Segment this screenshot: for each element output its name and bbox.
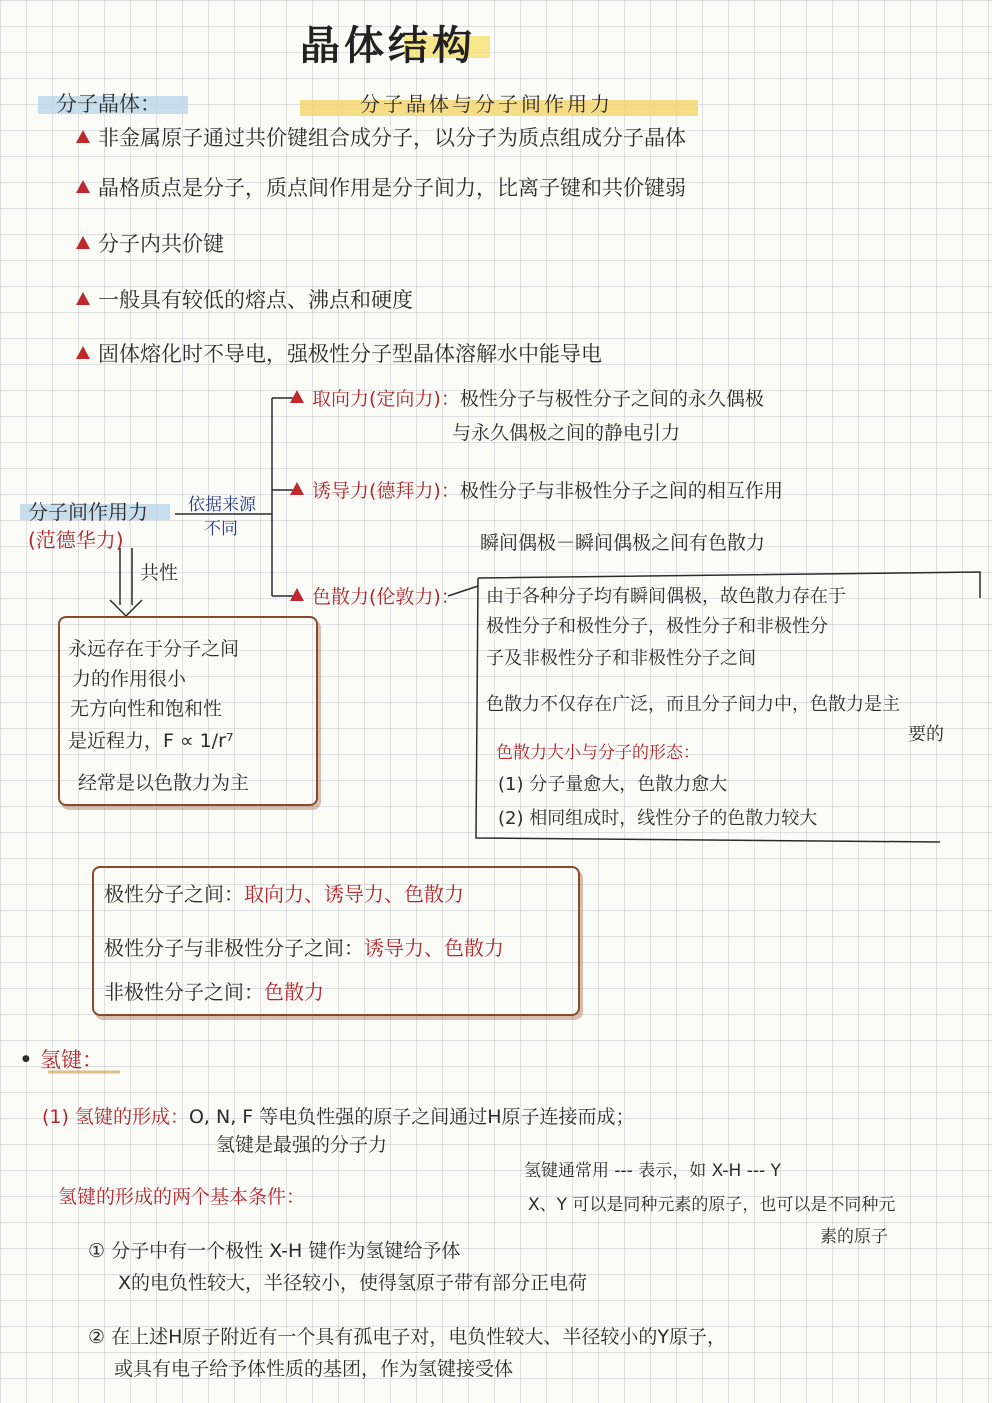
bullet-item: 非金属原子通过共价键组合成分子，以分子为质点组成分子晶体 [76, 122, 686, 152]
summary-row: 极性分子之间：取向力、诱导力、色散力 [104, 882, 464, 906]
dispersion-shape-item: (1) 分子量愈大，色散力愈大 [498, 774, 728, 795]
common-property: 经常是以色散力为主 [78, 772, 250, 794]
dispersion-text: 要的 [908, 724, 944, 745]
common-property: 永远存在于分子之间 [68, 638, 240, 660]
common-property: 无方向性和饱和性 [70, 698, 223, 720]
summary-row: 极性分子与非极性分子之间：诱导力、色散力 [104, 936, 504, 960]
section-subtitle: 分子晶体与分子间作用力 [360, 92, 613, 116]
hydrogen-bond-formation: (1) 氢键的形成：O, N, F 等电负性强的原子之间通过H原子连接而成； [42, 1106, 635, 1128]
condition-item-detail: 或具有电子给予体性质的基团，作为氢键接受体 [114, 1358, 514, 1380]
hydrogen-bond-conditions-label: 氢键的形成的两个基本条件： [58, 1186, 306, 1208]
triangle-bullet-icon [290, 390, 304, 403]
dispersion-text: 色散力不仅存在广泛，而且分子间力中，色散力是主 [486, 694, 900, 715]
triangle-bullet-icon [290, 482, 304, 495]
condition-item: ② 在上述H原子附近有一个具有孤电子对，电负性较大、半径较小的Y原子， [88, 1326, 726, 1348]
basis-label: 依据来源 [188, 495, 256, 515]
dot-bullet-icon: ● [22, 1054, 30, 1064]
bullet-item: 固体熔化时不导电，强极性分子型晶体溶解水中能导电 [76, 338, 602, 368]
dispersion-text: 子及非极性分子和非极性分子之间 [486, 648, 756, 669]
orientation-force-line2: 与永久偶极之间的静电引力 [452, 422, 681, 444]
page-title: 晶体结构 [300, 23, 476, 69]
bullet-item: 分子内共价键 [76, 228, 224, 258]
common-property: 是近程力，F ∝ 1/r⁷ [68, 730, 234, 752]
triangle-bullet-icon [290, 588, 304, 601]
hydrogen-bond-label: 氢键： [40, 1048, 103, 1072]
summary-row: 非极性分子之间：色散力 [104, 980, 324, 1004]
hydrogen-bond-formation-line2: 氢键是最强的分子力 [216, 1134, 388, 1156]
common-property: 力的作用很小 [72, 668, 187, 690]
induction-force-line2: 瞬间偶极－瞬间偶极之间有色散力 [480, 532, 766, 554]
common-label: 共性 [140, 562, 179, 584]
bullet-item: 一般具有较低的熔点、沸点和硬度 [76, 284, 413, 314]
dispersion-text: 极性分子和极性分子，极性分子和非极性分 [486, 616, 828, 637]
orientation-force: 取向力(定向力)：极性分子与极性分子之间的永久偶极 [290, 384, 764, 411]
condition-item: ① 分子中有一个极性 X-H 键作为氢键给予体 [88, 1240, 461, 1262]
hydrogen-bond-notation: 素的原子 [820, 1227, 888, 1247]
basis-label-sub: 不同 [204, 519, 238, 539]
hydrogen-bond-notation: 氢键通常用 --- 表示，如 X-H --- Y [524, 1161, 781, 1181]
vdw-label: (范德华力) [28, 528, 124, 552]
dispersion-shape-title: 色散力大小与分子的形态： [496, 743, 700, 763]
dispersion-force: 色散力(伦敦力)： [290, 582, 460, 609]
bullet-item: 晶格质点是分子，质点间作用是分子间力，比离子键和共价键弱 [76, 172, 686, 202]
hydrogen-bond-notation: X、Y 可以是同种元素的原子，也可以是不同种元 [528, 1195, 896, 1215]
dispersion-text: 由于各种分子均有瞬间偶极，故色散力存在于 [486, 586, 846, 607]
condition-item-detail: X的电负性较大，半径较小，使得氢原子带有部分正电荷 [118, 1272, 588, 1294]
intermolecular-force-label: 分子间作用力 [28, 500, 148, 524]
section-label-molecular-crystal: 分子晶体： [56, 92, 161, 116]
dispersion-shape-item: (2) 相同组成时，线性分子的色散力较大 [498, 808, 818, 829]
induction-force: 诱导力(德拜力)：极性分子与非极性分子之间的相互作用 [290, 476, 783, 503]
